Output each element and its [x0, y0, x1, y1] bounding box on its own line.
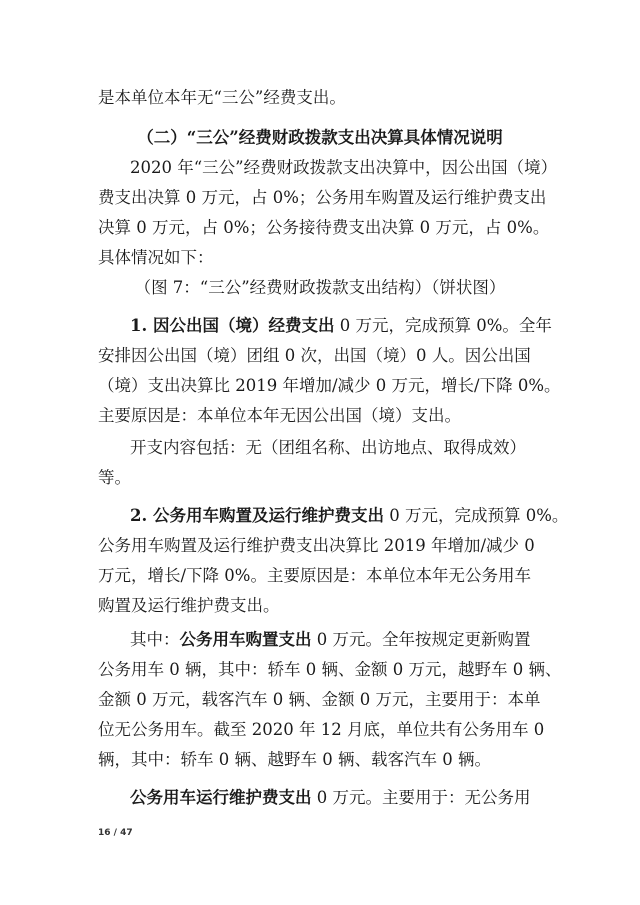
- paragraph-line: 具体情况如下：: [98, 248, 214, 267]
- paragraph-line: 是本单位本年无“三公”经费支出。: [98, 88, 346, 107]
- paragraph-line: 开支内容包括：无（团组名称、出访地点、取得成效）: [130, 438, 526, 457]
- paragraph-line: 等。: [98, 468, 131, 487]
- bold-heading: 公务用车运行维护费支出: [130, 788, 312, 807]
- paragraph-line: 辆，其中：轿车 0 辆、越野车 0 辆、载客汽车 0 辆。: [98, 750, 491, 769]
- paragraph-line: 2020 年“三公”经费财政拨款支出决算中，因公出国（境）: [130, 158, 558, 177]
- bold-heading: 1. 因公出国（境）经费支出: [130, 316, 335, 335]
- paragraph-line: 位无公务用车。截至 2020 年 12 月底，单位共有公务用车 0: [98, 720, 545, 739]
- paragraph-line: 安排因公出国（境）团组 0 次，出国（境）0 人。因公出国: [98, 346, 531, 365]
- paragraph-line: 金额 0 万元，载客汽车 0 辆、金额 0 万元，主要用于：本单: [98, 690, 541, 709]
- figure-caption: （图 7：“三公”经费财政拨款支出结构）（饼状图）: [134, 278, 506, 297]
- paragraph-line: 万元，增长/下降 0%。主要原因是：本单位本年无公务用车: [98, 566, 531, 585]
- paragraph-text: 0 万元。全年按规定更新购置: [311, 630, 531, 649]
- paragraph-line: [130, 316, 552, 336]
- paragraph-line: [130, 630, 531, 650]
- paragraph-line: 主要原因是：本单位本年无因公出国（境）支出。: [98, 406, 461, 425]
- paragraph-line: （境）支出决算比 2019 年增加/减少 0 万元，增长/下降 0%。: [98, 376, 561, 395]
- paragraph-line: 决算 0 万元，占 0%；公务接待费支出决算 0 万元，占 0%。: [98, 218, 550, 237]
- paragraph-line: 费支出决算 0 万元，占 0%；公务用车购置及运行维护费支出: [98, 188, 547, 207]
- paragraph-line: [130, 506, 568, 526]
- page-number: 16 / 47: [98, 828, 133, 838]
- paragraph-line: [130, 788, 531, 808]
- section-heading: （二）“三公”经费财政拨款支出决算具体情况说明: [137, 128, 503, 147]
- paragraph-line: 公务用车 0 辆，其中：轿车 0 辆、金额 0 万元，越野车 0 辆、: [98, 660, 562, 679]
- paragraph-line: 公务用车购置及运行维护费支出决算比 2019 年增加/减少 0: [98, 536, 535, 555]
- paragraph-line: 购置及运行维护费支出。: [98, 596, 280, 615]
- paragraph-text: 0 万元，完成预算 0%。全年: [334, 316, 552, 335]
- bold-heading: 公务用车购置支出: [179, 630, 312, 649]
- paragraph-text: 其中：: [130, 630, 180, 649]
- bold-heading: 2. 公务用车购置及运行维护费支出: [130, 506, 384, 525]
- paragraph-text: 0 万元，完成预算 0%。: [383, 506, 569, 525]
- paragraph-text: 0 万元。主要用于：无公务用: [311, 788, 531, 807]
